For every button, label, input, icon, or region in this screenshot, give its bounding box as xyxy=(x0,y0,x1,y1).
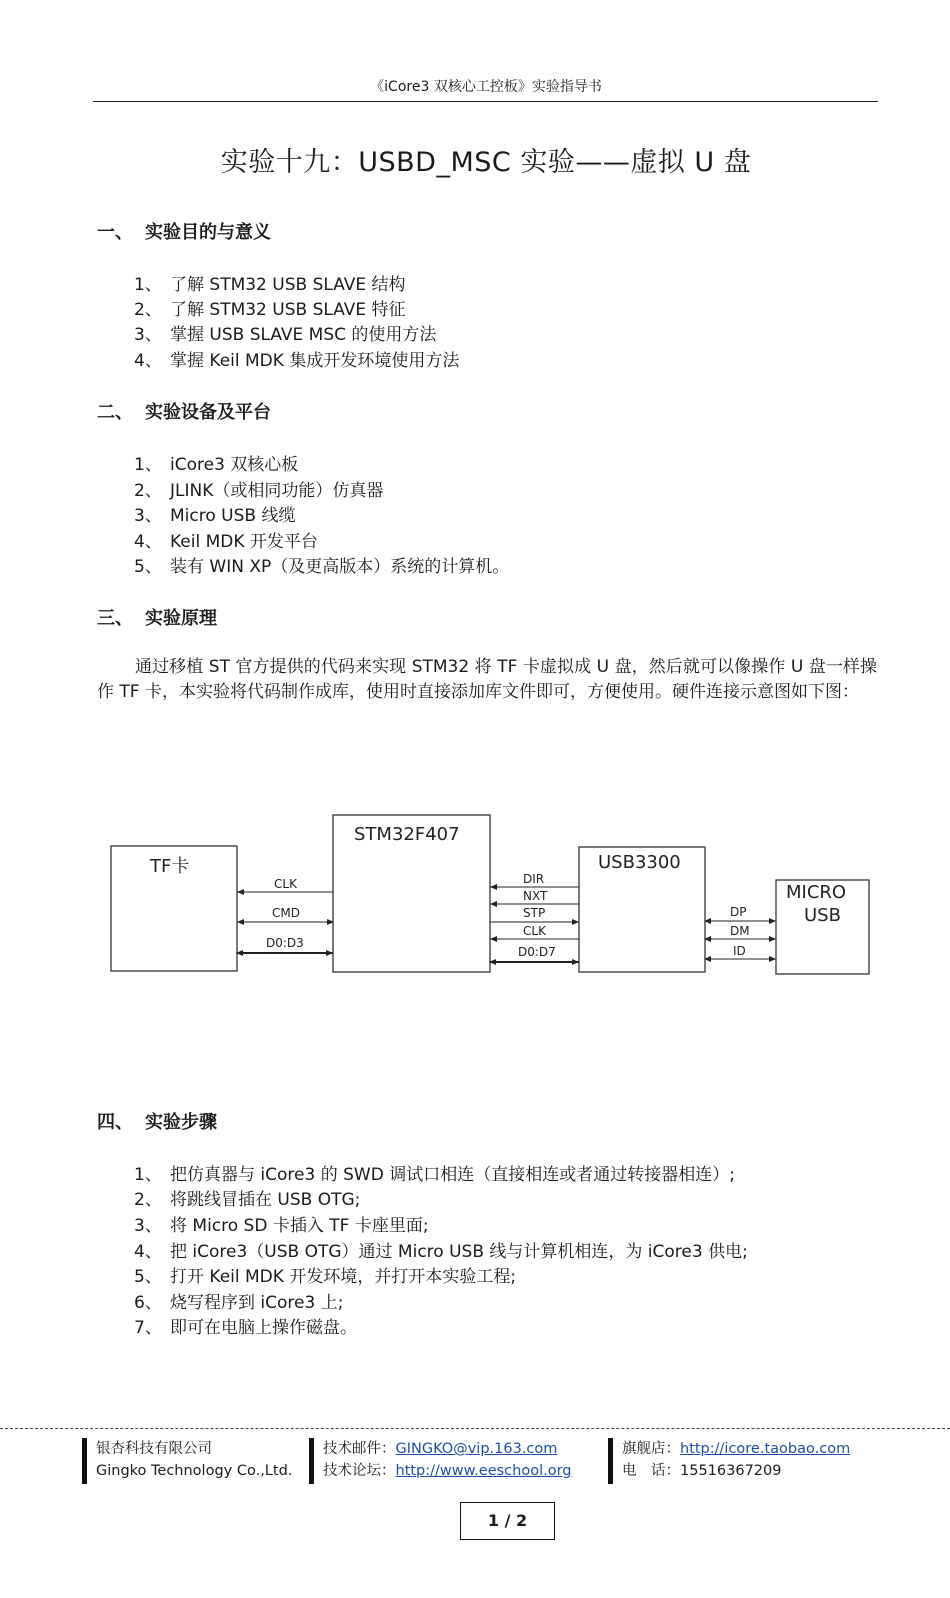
section-title: 实验设备及平台 xyxy=(145,402,271,423)
usb3300-label: USB3300 xyxy=(598,852,681,873)
list-item: 6、 烧写程序到 iCore3 上; xyxy=(134,1293,344,1313)
stm32-label: STM32F407 xyxy=(354,824,460,845)
list-item: 1、 把仿真器与 iCore3 的 SWD 调试口相连（直接相连或者通过转接器相连）; xyxy=(134,1165,735,1185)
list-item: 1、 了解 STM32 USB SLAVE 结构 xyxy=(134,275,406,295)
page-number: 1 / 2 xyxy=(460,1502,555,1540)
signal-cmd-label: CMD xyxy=(272,906,300,920)
footer-bar xyxy=(82,1438,87,1484)
mail-link[interactable]: GINGKO@vip.163.com xyxy=(395,1441,558,1457)
micro-usb-label-1: MICRO xyxy=(786,882,847,903)
signal-clk2-label: CLK xyxy=(523,924,546,938)
mail-label: 技术邮件： xyxy=(323,1441,396,1457)
micro-usb-label-2: USB xyxy=(804,905,841,926)
list-item: 4、 把 iCore3（USB OTG）通过 Micro USB 线与计算机相连，为 iCore3 供电; xyxy=(134,1242,748,1262)
footer-divider xyxy=(0,1428,950,1429)
section-heading-1 xyxy=(97,218,271,244)
shop-link[interactable]: http://icore.taobao.com xyxy=(680,1441,851,1457)
list-item: 2、 将跳线冒插在 USB OTG; xyxy=(134,1190,361,1210)
hardware-connection-diagram xyxy=(100,805,880,985)
shop-label: 旗舰店： xyxy=(622,1441,680,1457)
list-item: 3、 掌握 USB SLAVE MSC 的使用方法 xyxy=(134,325,437,345)
signal-dm-label: DM xyxy=(730,924,750,938)
company-name-cn: 银杏科技有限公司 xyxy=(96,1441,212,1457)
footer-shop xyxy=(622,1438,850,1482)
phone-number: 15516367209 xyxy=(680,1463,782,1479)
document-title: 实验十九：USBD_MSC 实验——虚拟 U 盘 xyxy=(220,147,752,178)
section-number: 二、 xyxy=(97,402,133,423)
principle-paragraph: 通过移植 ST 官方提供的代码来实现 STM32 将 TF 卡虚拟成 U 盘，然后就可以像操作 U 盘一样操作 TF 卡，本实验将代码制作成库，使用时直接添加库文件即可，方便使用。硬件连接示意图如下图： xyxy=(97,657,877,702)
company-name-en: Gingko Technology Co.,Ltd. xyxy=(96,1463,293,1479)
signal-d0d7-label: D0:D7 xyxy=(518,945,556,959)
list-item: 2、 了解 STM32 USB SLAVE 特征 xyxy=(134,300,406,320)
forum-link[interactable]: http://www.eeschool.org xyxy=(395,1463,572,1479)
list-item: 4、 掌握 Keil MDK 集成开发环境使用方法 xyxy=(134,351,460,371)
signal-stp-label: STP xyxy=(523,906,546,920)
list-item: 7、 即可在电脑上操作磁盘。 xyxy=(134,1318,357,1338)
section-number: 一、 xyxy=(97,222,133,243)
signal-dp-label: DP xyxy=(730,905,747,919)
running-header: 《iCore3 双核心工控板》实验指导书 xyxy=(370,79,602,95)
section-number: 四、 xyxy=(97,1112,133,1133)
header-rule xyxy=(93,101,878,102)
section-title: 实验步骤 xyxy=(145,1112,217,1133)
section-number: 三、 xyxy=(97,608,133,629)
list-item: 3、 Micro USB 线缆 xyxy=(134,506,296,526)
list-item: 5、 打开 Keil MDK 开发环境，并打开本实验工程; xyxy=(134,1267,517,1287)
section-title: 实验目的与意义 xyxy=(145,222,271,243)
footer-bar xyxy=(608,1438,613,1484)
phone-label: 电 话： xyxy=(622,1463,680,1479)
signal-clk-label: CLK xyxy=(274,877,297,891)
list-item: 2、 JLINK（或相同功能）仿真器 xyxy=(134,481,384,501)
footer-company xyxy=(96,1438,292,1482)
tf-card-label: TF卡 xyxy=(150,856,190,877)
list-item: 5、 装有 WIN XP（及更高版本）系统的计算机。 xyxy=(134,557,510,577)
footer-bar xyxy=(309,1438,314,1484)
signal-nxt-label: NXT xyxy=(523,889,548,903)
signal-d0d3-label: D0:D3 xyxy=(266,936,304,950)
section-title: 实验原理 xyxy=(145,608,217,629)
section-heading-4 xyxy=(97,1108,217,1134)
list-item: 4、 Keil MDK 开发平台 xyxy=(134,532,318,552)
signal-id-label: ID xyxy=(733,944,746,958)
list-item: 3、 将 Micro SD 卡插入 TF 卡座里面; xyxy=(134,1216,429,1236)
forum-label: 技术论坛： xyxy=(323,1463,396,1479)
signal-dir-label: DIR xyxy=(523,872,545,886)
footer-contact xyxy=(323,1438,572,1482)
section-heading-2 xyxy=(97,398,271,424)
section-heading-3 xyxy=(97,604,217,630)
list-item: 1、 iCore3 双核心板 xyxy=(134,455,299,475)
